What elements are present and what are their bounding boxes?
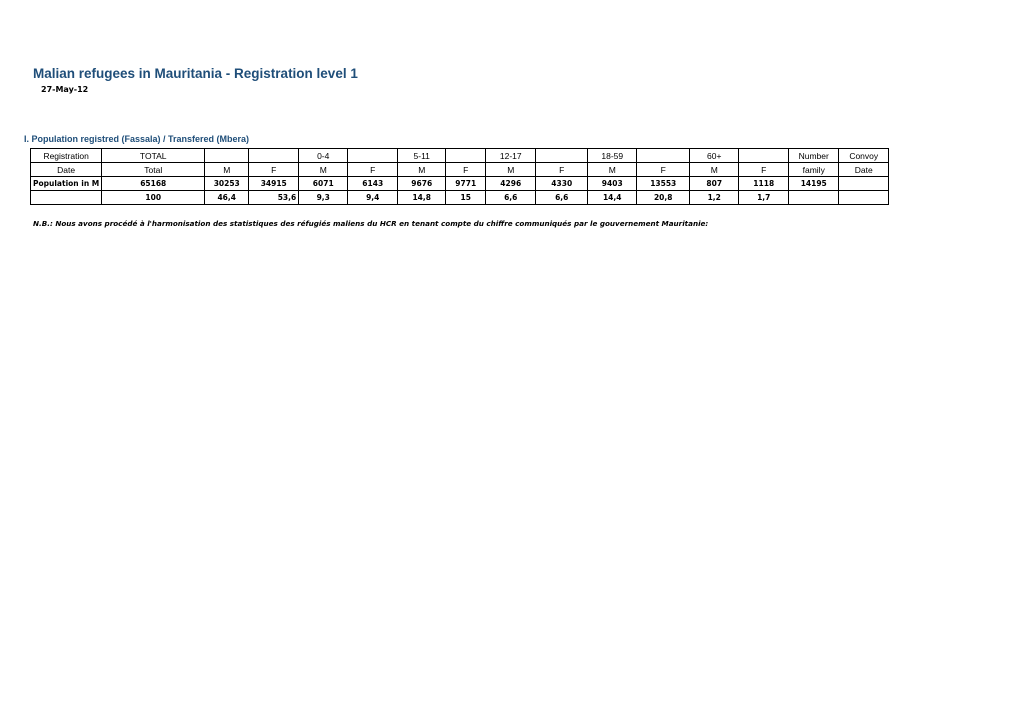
header-cell: Registration <box>31 149 102 163</box>
table-row <box>31 191 889 205</box>
table-header-row <box>31 149 889 163</box>
table-cell <box>31 191 102 205</box>
report-date: 27-May-12 <box>41 85 89 94</box>
table-cell: 100 <box>102 191 205 205</box>
header-cell: F <box>536 163 588 177</box>
table-cell: Population in M <box>31 177 102 191</box>
table-cell: 13553 <box>637 177 690 191</box>
header-cell: F <box>249 163 299 177</box>
table-subheader-row <box>31 163 889 177</box>
header-cell: F <box>348 163 398 177</box>
header-cell <box>739 149 789 163</box>
table-cell: 1118 <box>739 177 789 191</box>
table-cell: 20,8 <box>637 191 690 205</box>
header-cell: M <box>205 163 249 177</box>
table-cell: 65168 <box>102 177 205 191</box>
header-cell: M <box>690 163 739 177</box>
header-cell: Date <box>839 163 889 177</box>
header-cell: Number <box>789 149 839 163</box>
page-title: Malian refugees in Mauritania - Registration level 1 <box>33 66 358 81</box>
header-cell: Convoy <box>839 149 889 163</box>
header-cell <box>637 149 690 163</box>
table-row <box>31 177 889 191</box>
header-cell: 5-11 <box>398 149 446 163</box>
table-cell: 6143 <box>348 177 398 191</box>
header-cell: 12-17 <box>486 149 536 163</box>
table-cell: 14,8 <box>398 191 446 205</box>
header-cell: F <box>637 163 690 177</box>
table-cell <box>839 177 889 191</box>
header-cell: 60+ <box>690 149 739 163</box>
table-cell: 6,6 <box>536 191 588 205</box>
table-cell: 34915 <box>249 177 299 191</box>
table-cell: 9771 <box>446 177 486 191</box>
table-cell: 4296 <box>486 177 536 191</box>
header-cell: M <box>398 163 446 177</box>
header-cell: Date <box>31 163 102 177</box>
table-cell: 9676 <box>398 177 446 191</box>
table-cell <box>839 191 889 205</box>
footnote: N.B.: Nous avons procédé à l'harmonisation des statistiques des réfugiés maliens du HCR en tenant compte du chiffre communiqués par le gouvernement Mauritanie: <box>33 219 709 228</box>
header-cell: TOTAL <box>102 149 205 163</box>
section-heading: I. Population registred (Fassala) / Transfered (Mbera) <box>24 134 250 144</box>
header-cell: M <box>588 163 637 177</box>
header-cell: F <box>446 163 486 177</box>
table-cell: 53,6 <box>249 191 299 205</box>
registration-table <box>30 148 889 205</box>
table-cell <box>789 191 839 205</box>
header-cell: Total <box>102 163 205 177</box>
header-cell <box>205 149 249 163</box>
table-cell: 807 <box>690 177 739 191</box>
table-cell: 1,2 <box>690 191 739 205</box>
header-cell <box>348 149 398 163</box>
table-cell: 1,7 <box>739 191 789 205</box>
header-cell: 0-4 <box>299 149 348 163</box>
header-cell: M <box>486 163 536 177</box>
table-cell: 14,4 <box>588 191 637 205</box>
table-cell: 4330 <box>536 177 588 191</box>
table-cell: 46,4 <box>205 191 249 205</box>
header-cell <box>536 149 588 163</box>
header-cell <box>446 149 486 163</box>
table-cell: 6,6 <box>486 191 536 205</box>
header-cell: family <box>789 163 839 177</box>
table-cell: 15 <box>446 191 486 205</box>
table-cell: 9,4 <box>348 191 398 205</box>
table-cell: 14195 <box>789 177 839 191</box>
header-cell: F <box>739 163 789 177</box>
header-cell: M <box>299 163 348 177</box>
header-cell: 18-59 <box>588 149 637 163</box>
table-cell: 30253 <box>205 177 249 191</box>
header-cell <box>249 149 299 163</box>
table-cell: 9,3 <box>299 191 348 205</box>
table-cell: 9403 <box>588 177 637 191</box>
table-cell: 6071 <box>299 177 348 191</box>
